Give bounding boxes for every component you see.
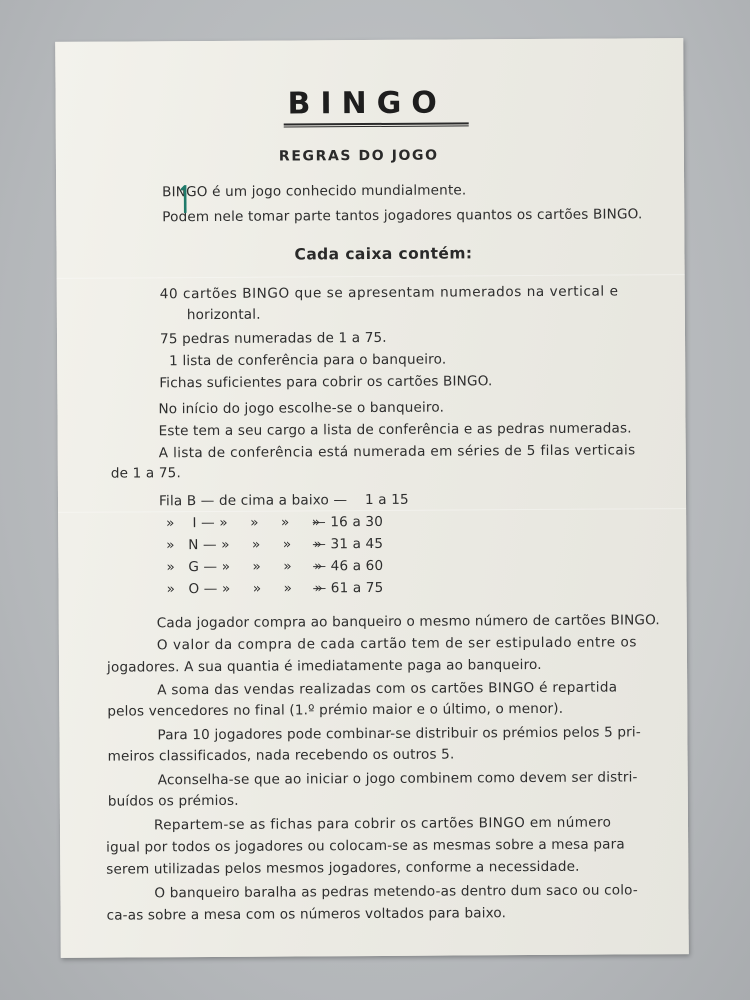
fila-row-range: 1 a 15: [364, 491, 409, 509]
rule-line: Para 10 jogadores pode combinar-se distribuir os prémios pelos 5 pri-: [157, 724, 641, 744]
rule-line: pelos vencedores no final (1.º prémio maior e o último, o menor).: [107, 700, 564, 720]
contents-line: Fichas suficientes para cobrir os cartões BINGO.: [159, 373, 493, 392]
rule-line: A lista de conferência está numerada em séries de 5 filas verticais: [158, 442, 636, 462]
rule-line: igual por todos os jogadores ou colocam-se as mesmas sobre a mesa para: [106, 836, 625, 856]
rule-line: Repartem-se as fichas para cobrir os cartões BINGO em número: [153, 814, 612, 834]
contents-line: 75 pedras numeradas de 1 a 75.: [159, 329, 387, 348]
title-underline-thin: [284, 125, 469, 127]
contents-line: horizontal.: [186, 306, 261, 324]
rule-line: Aconselha-se que ao iniciar o jogo combinem como devem ser distri-: [157, 769, 638, 789]
document-subtitle: REGRAS DO JOGO: [278, 147, 439, 165]
fila-row-range: — 31 a 45: [312, 535, 384, 553]
document-title: BINGO: [287, 85, 447, 122]
fila-row-label: Fila B — de cima a baixo —: [158, 492, 348, 510]
rule-line: de 1 a 75.: [110, 465, 181, 482]
fila-row-label: » N — » » » »: [166, 536, 323, 554]
fila-row-label: » O — » » » »: [166, 580, 323, 598]
rule-line: No início do jogo escolhe-se o banqueiro.: [158, 399, 445, 418]
rule-line: O banqueiro baralha as pedras metendo-as dentro dum saco ou colo-: [154, 882, 638, 902]
intro-line: Podem nele tomar parte tantos jogadores quantos os cartões BINGO.: [162, 206, 643, 226]
intro-line: BINGO é um jogo conhecido mundialmente.: [162, 182, 467, 201]
rule-line: buídos os prémios.: [107, 792, 239, 810]
contents-line: 40 cartões BINGO que se apresentam numerados na vertical e: [159, 283, 619, 303]
rule-line: Cada jogador compra ao banqueiro o mesmo número de cartões BINGO.: [156, 612, 660, 632]
paper-crease: [57, 274, 685, 279]
rule-line: A soma das vendas realizadas com os cartões BINGO é repartida: [157, 679, 618, 699]
rule-line: jogadores. A sua quantia é imediatamente paga ao banqueiro.: [106, 656, 542, 676]
fila-row-label: » G — » » » »: [166, 558, 323, 576]
rules-sheet: [55, 38, 689, 958]
fila-row-range: — 46 a 60: [312, 557, 384, 575]
contents-line: 1 lista de conferência para o banqueiro.: [169, 351, 447, 370]
fila-row-label: » I — » » » »: [166, 514, 321, 532]
contents-heading: Cada caixa contém:: [294, 244, 473, 264]
fila-row-range: — 61 a 75: [312, 579, 384, 597]
rule-line: serem utilizadas pelos mesmos jogadores, conforme a necessidade.: [106, 858, 580, 878]
rule-line: O valor da compra de cada cartão tem de ser estipulado entre os: [156, 634, 638, 654]
rule-line: ca-as sobre a mesa com os números voltados para baixo.: [106, 905, 507, 924]
paper-crease: [58, 508, 686, 513]
fila-row-range: — 16 a 30: [312, 513, 384, 531]
rule-line: Este tem a seu cargo a lista de conferência e as pedras numeradas.: [158, 420, 632, 440]
handwritten-mark: [180, 185, 188, 213]
rule-line: meiros classificados, nada recebendo os outros 5.: [107, 746, 455, 765]
